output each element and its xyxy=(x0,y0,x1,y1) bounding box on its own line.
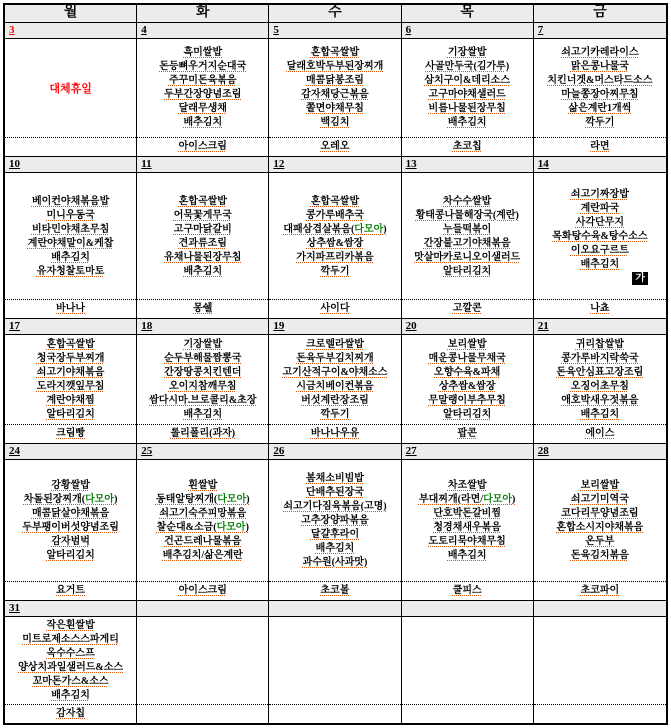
menu-item: 삶은계란1개씩 xyxy=(568,103,632,115)
menu-item: 혼합곡쌀밥 xyxy=(178,195,227,207)
menu-item: 배추김치 xyxy=(580,408,620,420)
date-label xyxy=(137,601,268,617)
menu-list xyxy=(5,39,136,137)
date-label: 6 xyxy=(402,23,533,39)
menu-item: 부대찌개(라면/다모아) xyxy=(418,493,516,505)
menu-list xyxy=(534,460,666,581)
weekday-header-row xyxy=(5,5,666,23)
menu-list xyxy=(402,39,533,137)
date-label: 27 xyxy=(402,444,533,460)
menu-item: 맑은콩나물국 xyxy=(570,61,629,73)
date-label: 14 xyxy=(534,157,666,173)
menu-item: 흰쌀밥 xyxy=(188,479,218,491)
menu-item: 배추김치 xyxy=(183,117,223,129)
date-label: 7 xyxy=(534,23,666,39)
menu-list xyxy=(269,617,400,704)
menu-item: 비름나물된장무침 xyxy=(428,103,506,115)
week-row-3 xyxy=(5,444,666,601)
date-label: 4 xyxy=(137,23,268,39)
damoa-tag: 다모아 xyxy=(85,493,115,505)
menu-item: 감자범벅 xyxy=(51,535,90,547)
lunch-menu-calendar xyxy=(3,3,668,725)
menu-list xyxy=(5,617,136,704)
menu-item: 보리쌀밥 xyxy=(447,338,487,350)
menu-item: 깍두기 xyxy=(320,408,350,420)
menu-item: 알타리김치 xyxy=(443,408,492,420)
date-label: 31 xyxy=(5,601,136,617)
date-label: 5 xyxy=(269,23,400,39)
calendar-cell xyxy=(137,601,269,723)
menu-item: 쇠고기숙주피망볶음 xyxy=(159,507,247,519)
menu-item: 돈육김치볶음 xyxy=(570,549,629,561)
calendar-cell xyxy=(5,319,137,442)
dessert-label: 오레오 xyxy=(269,137,400,156)
menu-item: 돈등뼈우거지순대국 xyxy=(159,61,247,73)
menu-list xyxy=(269,173,400,299)
menu-list xyxy=(534,335,666,423)
calendar-cell xyxy=(137,444,269,600)
dessert-label: 바나나우유 xyxy=(269,424,400,443)
weekday-header-1: 화 xyxy=(137,5,269,22)
dessert-label: 쿨피스 xyxy=(402,581,533,600)
menu-item: 어묵꽃게무국 xyxy=(173,209,232,221)
calendar-cell xyxy=(269,601,401,723)
dessert-label: 바나나 xyxy=(5,299,136,318)
menu-item: 누들떡볶이 xyxy=(443,223,492,235)
menu-item: 알타리김치 xyxy=(443,265,492,277)
dessert-label: 크림빵 xyxy=(5,424,136,443)
menu-item: 혼합소시지야채볶음 xyxy=(556,521,644,533)
menu-item: 유자청찰토마토 xyxy=(36,265,105,277)
menu-item: 간장불고기야채볶음 xyxy=(423,237,511,249)
menu-item: 이오요구르트 xyxy=(570,244,629,256)
menu-item: 상추쌈&쌈장 xyxy=(306,237,364,249)
date-label: 12 xyxy=(269,157,400,173)
menu-item: 시금치베이컨볶음 xyxy=(296,380,374,392)
menu-item: 배추김치 xyxy=(183,265,223,277)
menu-item: 콩가루바지락쑥국 xyxy=(561,352,639,364)
menu-item: 고추장양파볶음 xyxy=(301,514,369,526)
calendar-cell xyxy=(402,444,534,600)
calendar-cell xyxy=(402,23,534,156)
menu-item: 고구마야채샐러드 xyxy=(428,89,506,101)
menu-list xyxy=(534,617,666,704)
menu-item: 꼬마돈가스&소스 xyxy=(32,675,109,687)
calendar-cell xyxy=(5,23,137,156)
menu-list xyxy=(402,617,533,704)
menu-item: 강황쌀밥 xyxy=(51,479,90,491)
menu-item: 맛살마카로니오이샐러드 xyxy=(414,251,521,263)
menu-item: 알타리김치 xyxy=(46,549,95,561)
week-row-4 xyxy=(5,601,666,723)
menu-item: 매운콩나물무채국 xyxy=(428,352,506,364)
menu-item: 혼합곡쌀밥 xyxy=(310,195,360,207)
menu-item: 견과류조림 xyxy=(178,237,227,249)
date-label: 20 xyxy=(402,319,533,335)
menu-item: 배추김치 xyxy=(447,549,487,561)
date-label: 24 xyxy=(5,444,136,460)
date-label: 18 xyxy=(137,319,268,335)
menu-item: 흑미쌀밥 xyxy=(183,47,223,59)
menu-item: 청국장두부찌개 xyxy=(36,352,105,364)
menu-item: 애호박새우젓볶음 xyxy=(561,394,639,406)
dessert-label: 나쵸 xyxy=(534,299,666,318)
dessert-label xyxy=(269,704,400,723)
menu-item: 기장쌀밥 xyxy=(183,338,223,350)
menu-item: 미니우동국 xyxy=(46,209,95,221)
date-label: 25 xyxy=(137,444,268,460)
damoa-tag: 다모아 xyxy=(354,223,384,235)
menu-item: 달래무생채 xyxy=(178,103,227,115)
menu-item: 단배추된장국 xyxy=(306,486,364,498)
menu-item: 작은흰쌀밥 xyxy=(46,619,95,631)
weekday-header-4: 금 xyxy=(534,5,666,22)
menu-item: 콩가루배추국 xyxy=(306,209,364,221)
menu-item: 배추김치 xyxy=(51,251,90,263)
damoa-tag: 다모아 xyxy=(483,493,513,505)
dessert-label xyxy=(5,137,136,156)
dessert-label: 고깔콘 xyxy=(402,299,533,318)
menu-item: 매콤닭살야채볶음 xyxy=(31,507,110,519)
menu-item: 베이컨야채볶음밥 xyxy=(31,195,110,207)
menu-item: 배추김치 xyxy=(580,258,620,270)
menu-item: 오징어초무침 xyxy=(570,380,629,392)
menu-list xyxy=(269,460,400,581)
dessert-label: 초코볼 xyxy=(269,581,400,600)
menu-item: 고기산적구이&야채소스 xyxy=(282,366,388,378)
calendar-cell xyxy=(534,157,666,318)
dessert-label xyxy=(534,704,666,723)
calendar-cell xyxy=(402,157,534,318)
menu-item: 백김치 xyxy=(320,117,350,129)
week-row-0 xyxy=(5,23,666,157)
calendar-cell xyxy=(5,444,137,600)
menu-item: 코다리무양념조림 xyxy=(561,507,639,519)
menu-item: 사각단무지 xyxy=(575,216,625,228)
menu-item: 가지파프리카볶음 xyxy=(296,251,374,263)
menu-list xyxy=(269,39,400,137)
menu-item: 도토리묵야채무침 xyxy=(428,535,506,547)
menu-item: 건곤드레나물볶음 xyxy=(164,535,242,547)
date-label: 26 xyxy=(269,444,400,460)
calendar-cell xyxy=(137,23,269,156)
menu-item: 매콤닭봉조림 xyxy=(306,75,364,87)
menu-item: 쌈다시마.브로콜리&초장 xyxy=(149,394,257,406)
menu-item: 쇠고기짜장밥 xyxy=(570,188,629,200)
menu-list xyxy=(402,460,533,581)
menu-list xyxy=(5,460,136,581)
dessert-label: 롤리폴리(과자) xyxy=(137,424,268,443)
calendar-cell xyxy=(534,444,666,600)
date-label xyxy=(269,601,400,617)
calendar-cell xyxy=(269,23,401,156)
menu-item: 혼합곡쌀밥 xyxy=(310,47,360,59)
dessert-label: 아이스크림 xyxy=(137,137,268,156)
menu-list xyxy=(137,39,268,137)
menu-item: 알타리김치 xyxy=(46,408,95,420)
dessert-label: 에이스 xyxy=(534,424,666,443)
menu-item: 동태알탕찌개(다모아) xyxy=(155,493,250,505)
menu-item: 달걀후라이 xyxy=(310,528,360,540)
menu-item: 차수수쌀밥 xyxy=(443,195,492,207)
holiday-label: 대체휴일 xyxy=(49,82,92,95)
week-row-1 xyxy=(5,157,666,319)
menu-item: 차조쌀밥 xyxy=(447,479,487,491)
menu-item: 쫄면야채무침 xyxy=(306,103,364,115)
menu-list xyxy=(137,335,268,423)
menu-item: 상추쌈&쌈장 xyxy=(438,380,496,392)
menu-item: 주꾸미돈육볶음 xyxy=(168,75,237,87)
menu-item: 대패삼겹살볶음(다모아) xyxy=(283,223,387,235)
menu-item: 배추김치 xyxy=(447,117,487,129)
dessert-label: 아이스크림 xyxy=(137,581,268,600)
menu-list xyxy=(269,335,400,423)
menu-item: 과수원(사과맛) xyxy=(302,556,368,568)
menu-item: 쇠고기다짐육볶음(고명) xyxy=(283,500,387,512)
menu-item: 배추김치 xyxy=(51,689,90,701)
menu-item: 쇠고기야채볶음 xyxy=(36,366,105,378)
weekday-header-0: 월 xyxy=(5,5,137,22)
calendar-cell xyxy=(402,601,534,723)
calendar-cell xyxy=(534,319,666,442)
dessert-label: 몽쉘 xyxy=(137,299,268,318)
menu-item: 비타민야채초무침 xyxy=(31,223,110,235)
menu-item: 봄채소비빔밥 xyxy=(306,472,364,484)
menu-item: 무말랭이부추무침 xyxy=(428,394,506,406)
menu-list xyxy=(137,617,268,704)
calendar-cell xyxy=(269,319,401,442)
menu-item: 배추김치 xyxy=(183,408,223,420)
menu-item: 고구마닭갈비 xyxy=(173,223,232,235)
calendar-cell xyxy=(402,319,534,442)
menu-item: 계란야채말이&케찹 xyxy=(27,237,114,249)
menu-item: 감자채당근볶음 xyxy=(301,89,369,101)
menu-list xyxy=(534,39,666,137)
menu-item: 청경채새우볶음 xyxy=(433,521,501,533)
menu-item: 단호박돈갈비찜 xyxy=(433,507,501,519)
menu-list xyxy=(402,335,533,423)
damoa-tag: 다모아 xyxy=(217,493,247,505)
calendar-cell xyxy=(137,319,269,442)
calendar-cell xyxy=(534,601,666,723)
menu-item: 쇠고기미역국 xyxy=(570,493,629,505)
ga-badge: 가 xyxy=(632,272,648,285)
date-label xyxy=(402,601,533,617)
menu-item: 크로렐라쌀밥 xyxy=(306,338,364,350)
date-label: 13 xyxy=(402,157,533,173)
menu-item: 순두부해물짬뽕국 xyxy=(164,352,242,364)
weekday-header-2: 수 xyxy=(269,5,401,22)
date-label: 21 xyxy=(534,319,666,335)
menu-list xyxy=(534,173,666,299)
menu-item: 오향수육&파채 xyxy=(434,366,501,378)
date-label: 17 xyxy=(5,319,136,335)
menu-item: 두부팽이버섯양념조림 xyxy=(22,521,119,533)
menu-item: 오이지참깨무침 xyxy=(168,380,237,392)
menu-item: 찰순대&소금(다모아) xyxy=(156,521,249,533)
menu-item: 배추김치 xyxy=(315,542,355,554)
menu-item: 도라지깻잎무침 xyxy=(36,380,105,392)
date-label xyxy=(534,601,666,617)
dessert-label: 사이다 xyxy=(269,299,400,318)
menu-list xyxy=(137,460,268,581)
menu-list xyxy=(402,173,533,299)
week-row-2 xyxy=(5,319,666,443)
menu-list xyxy=(137,173,268,299)
menu-item: 치킨너겟&머스타드소스 xyxy=(547,75,653,87)
menu-item: 쇠고기카레라이스 xyxy=(561,47,639,59)
dessert-label: 라면 xyxy=(534,137,666,156)
menu-item: 혼합곡쌀밥 xyxy=(46,338,95,350)
menu-item: 기장쌀밥 xyxy=(447,47,487,59)
menu-item: 귀리찹쌀밥 xyxy=(575,338,625,350)
menu-item: 배추김치/삶은계란 xyxy=(162,549,243,561)
menu-list xyxy=(5,173,136,299)
menu-item: 깍두기 xyxy=(320,265,350,277)
menu-item: 돈육안심표고장조림 xyxy=(556,366,644,378)
menu-item: 차돌된장찌개(다모아) xyxy=(23,493,118,505)
dessert-label: 요거트 xyxy=(5,581,136,600)
menu-item: 삼치구이&데리소스 xyxy=(424,75,510,87)
menu-item: 목화탕수육&탕수소스 xyxy=(552,230,648,242)
dessert-label: 초코파이 xyxy=(534,581,666,600)
menu-item: 두부간장양념조림 xyxy=(164,89,242,101)
calendar-cell xyxy=(137,157,269,318)
menu-item: 양상치과일샐러드&소스 xyxy=(18,661,124,673)
menu-item: 온두부 xyxy=(585,535,615,547)
menu-item: 미트로제소스스파게티 xyxy=(22,633,119,645)
dessert-label: 감자칩 xyxy=(5,704,136,723)
menu-item: 황태콩나물해장국(계란) xyxy=(415,209,519,221)
date-label: 10 xyxy=(5,157,136,173)
calendar-cell xyxy=(269,157,401,318)
menu-item: 마늘쫑장아찌무침 xyxy=(561,89,639,101)
menu-item: 보리쌀밥 xyxy=(580,479,620,491)
menu-item: 버섯계란장조림 xyxy=(301,394,369,406)
weekday-header-3: 목 xyxy=(402,5,534,22)
calendar-cell xyxy=(5,157,137,318)
menu-item: 옥수수스프 xyxy=(46,647,95,659)
menu-item: 깍두기 xyxy=(585,117,615,129)
date-label: 3 xyxy=(5,23,136,39)
dessert-label xyxy=(402,704,533,723)
calendar-cell xyxy=(5,601,137,723)
menu-item: 달래호박두부된장찌개 xyxy=(286,61,384,73)
menu-item: 유채나물된장무침 xyxy=(164,251,242,263)
menu-item: 사골만두국(김가루) xyxy=(425,61,510,73)
date-label: 19 xyxy=(269,319,400,335)
calendar-cell xyxy=(534,23,666,156)
damoa-tag: 다모아 xyxy=(216,521,246,533)
menu-list xyxy=(5,335,136,423)
menu-item: 돈육두부김치찌개 xyxy=(296,352,374,364)
menu-item: 간장땅콩치킨텐더 xyxy=(164,366,242,378)
date-label: 11 xyxy=(137,157,268,173)
menu-item: 계란파국 xyxy=(580,202,620,214)
dessert-label: 초코칩 xyxy=(402,137,533,156)
menu-item: 계란야채찜 xyxy=(46,394,95,406)
date-label: 28 xyxy=(534,444,666,460)
dessert-label xyxy=(137,704,268,723)
calendar-cell xyxy=(269,444,401,600)
dessert-label: 팝콘 xyxy=(402,424,533,443)
